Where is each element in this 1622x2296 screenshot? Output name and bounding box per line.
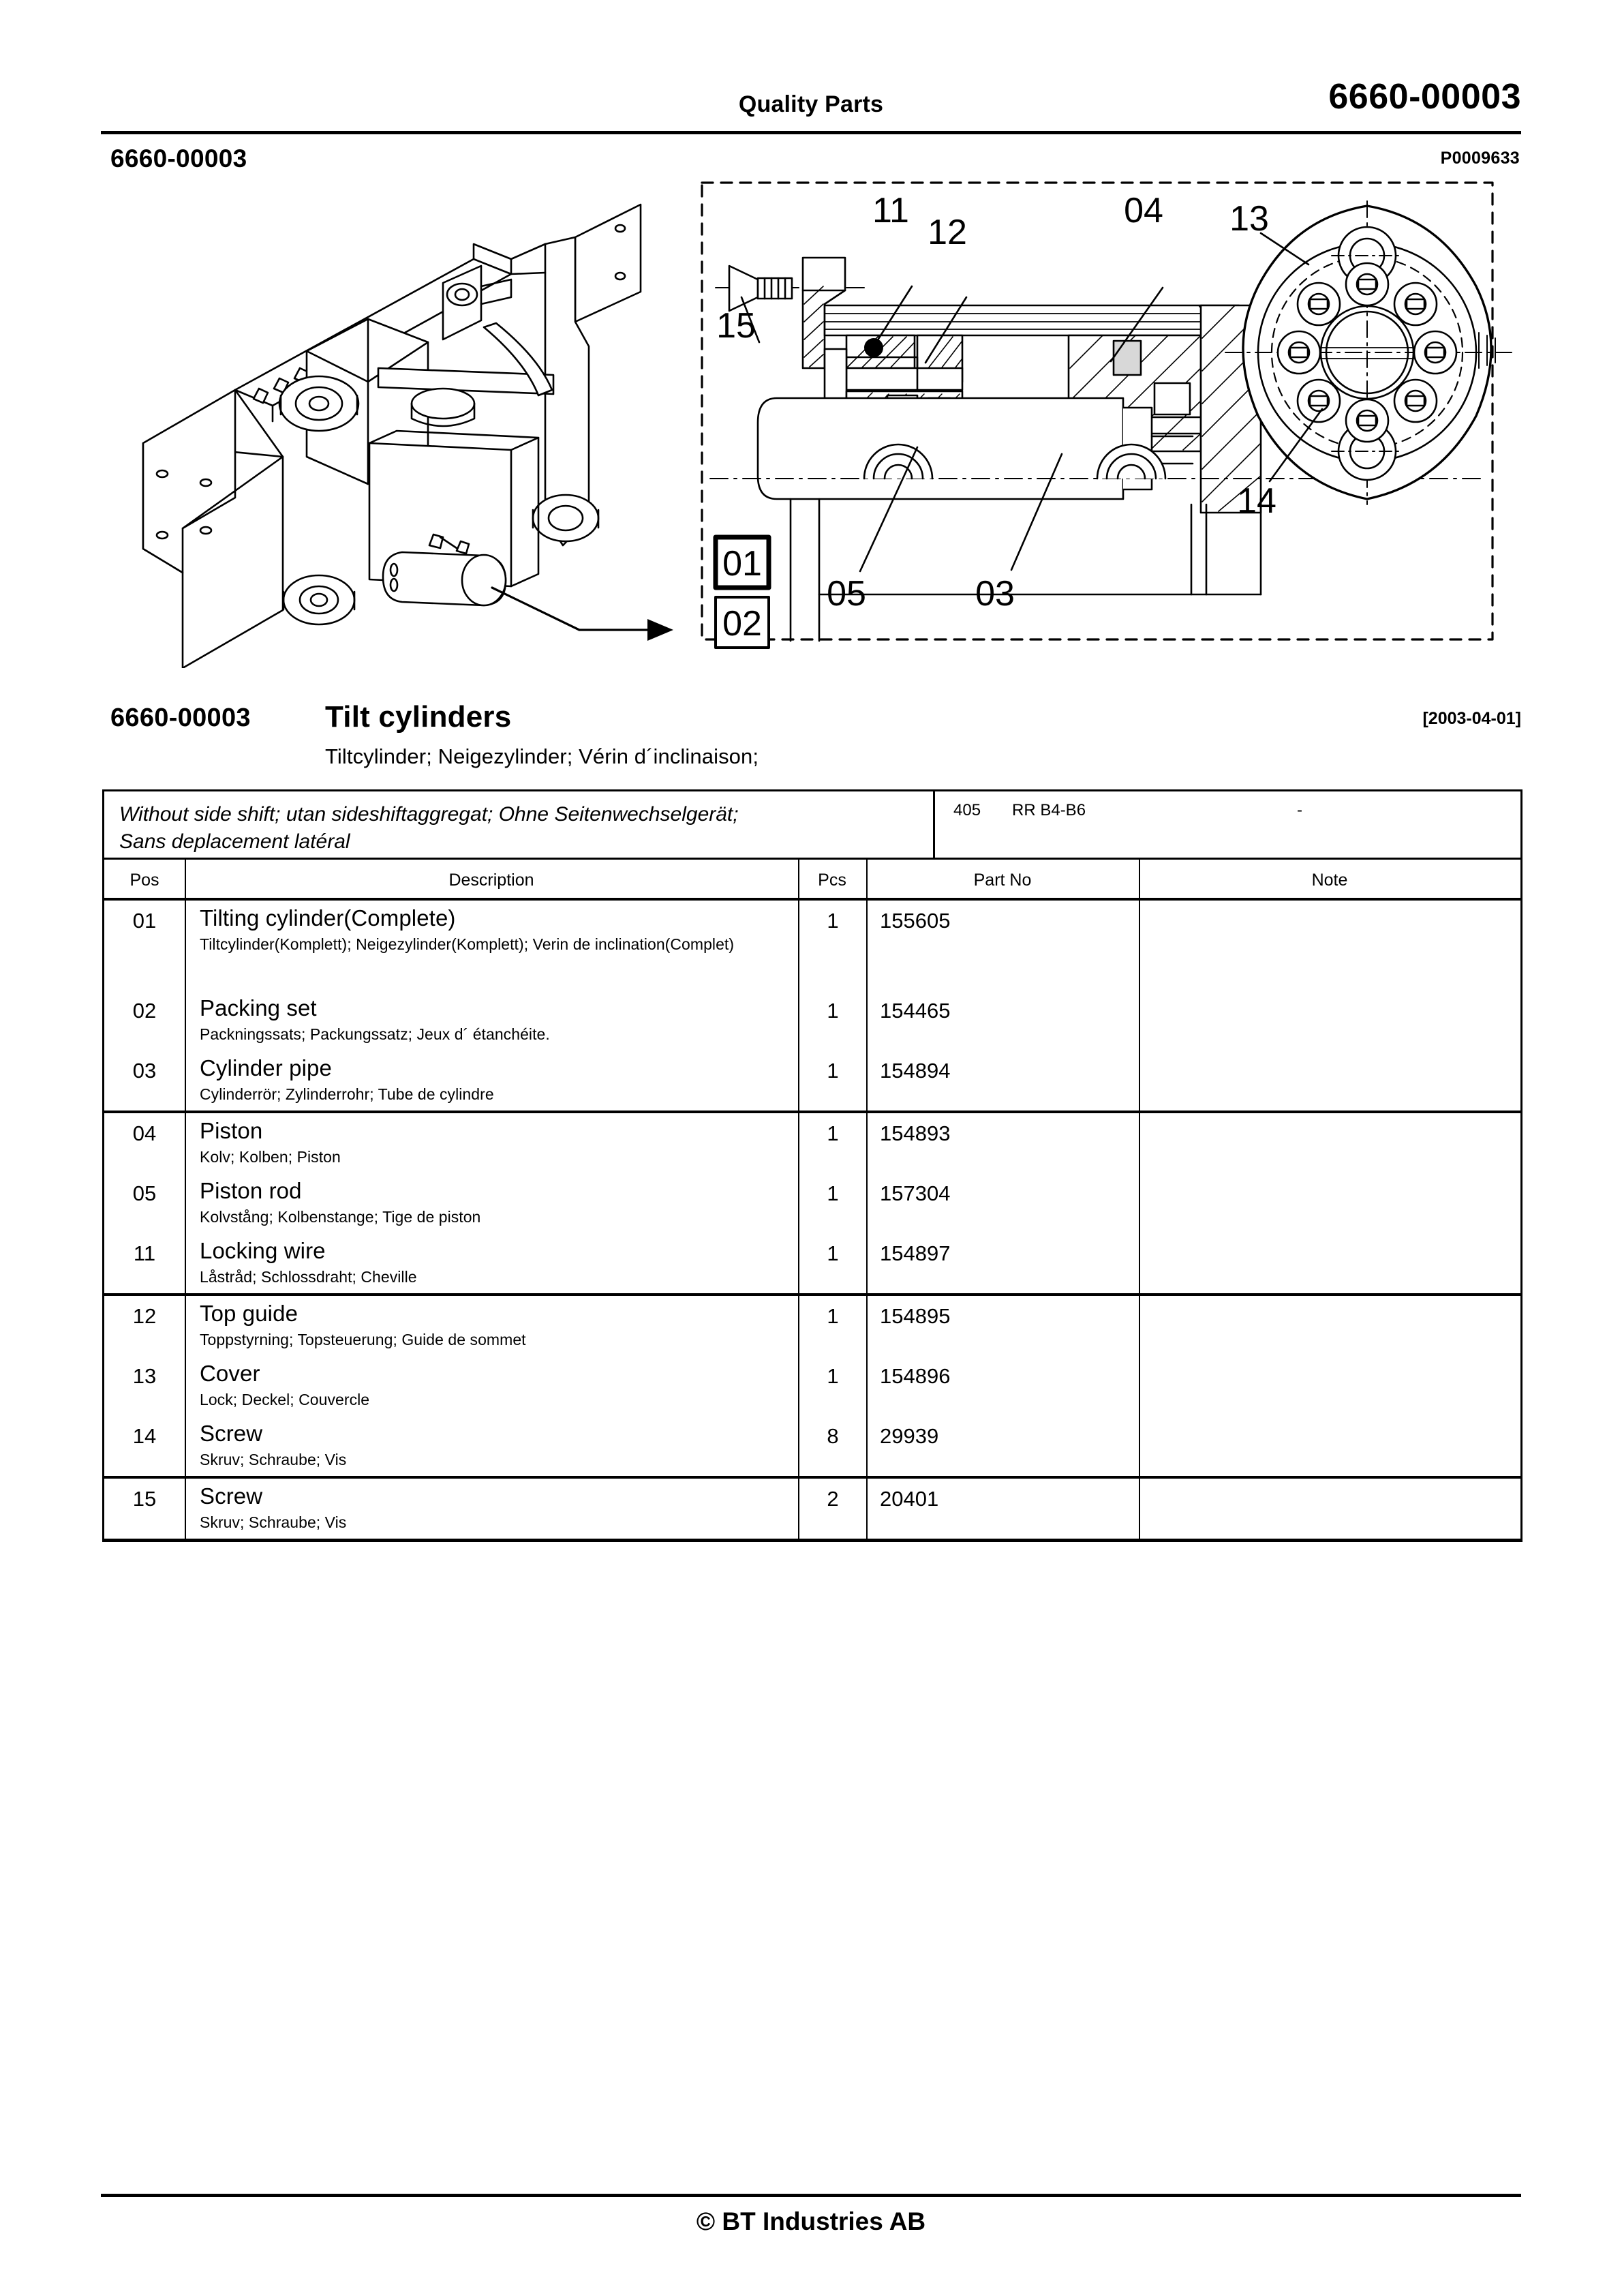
pcs-value: 1 [827, 999, 839, 1023]
cell-part-no[interactable] [866, 901, 1139, 991]
applicability-code: 405 [953, 801, 981, 819]
pos-value: 03 [132, 1059, 157, 1083]
cell-note [1139, 991, 1520, 1051]
cell-pcs [798, 1356, 866, 1416]
pos-value: 11 [133, 1241, 156, 1265]
description-translations: Cylinderrör; Zylinderrohr; Tube de cylindre [200, 1085, 494, 1103]
applicability-block [102, 789, 1522, 860]
cell-pos [104, 901, 185, 991]
flange-end-view [1225, 201, 1514, 504]
cell-description [185, 1233, 798, 1293]
pcs-value: 2 [827, 1487, 839, 1511]
table-row[interactable] [104, 1356, 1520, 1416]
cell-description [185, 1113, 798, 1173]
part-no-value: 155605 [880, 909, 951, 933]
pcs-value: 1 [827, 909, 839, 933]
note-value [1140, 1173, 1520, 1181]
cell-pcs [798, 901, 866, 991]
figure-id: 6660-00003 [110, 145, 247, 172]
pcs-value: 1 [827, 1364, 839, 1388]
column-header-description: Description [448, 871, 534, 890]
part-no-value: 154893 [880, 1121, 951, 1145]
cell-pcs [798, 1113, 866, 1173]
description-translations: Packningssats; Packungssatz; Jeux d´ étanchéite. [200, 1025, 550, 1043]
cell-part-no[interactable] [866, 1113, 1139, 1173]
applicability-model-name: RR B4-B6 [1012, 801, 1086, 819]
applicability-text [119, 801, 923, 855]
description-name: Piston rod [200, 1178, 302, 1203]
callout-03: 03 [975, 574, 1015, 614]
cell-part-no[interactable] [866, 991, 1139, 1051]
cell-part-no[interactable] [866, 1051, 1139, 1111]
cell-pcs [798, 1416, 866, 1476]
part-no-value: 20401 [880, 1487, 939, 1511]
description-translations: Kolvstång; Kolbenstange; Tige de piston [200, 1208, 481, 1226]
pos-value: 14 [132, 1424, 157, 1448]
header-divider [101, 131, 1521, 134]
cell-pcs [798, 1051, 866, 1111]
cell-description [185, 991, 798, 1051]
note-value [1140, 901, 1520, 909]
description-name: Tilting cylinder(Complete) [200, 905, 456, 931]
cell-description [185, 1479, 798, 1539]
cell-note [1139, 1173, 1520, 1233]
cell-pos [104, 1479, 185, 1539]
pcs-value: 1 [827, 1241, 839, 1265]
description-name: Cylinder pipe [200, 1055, 332, 1081]
cell-pos [104, 1296, 185, 1356]
pos-value: 04 [132, 1121, 157, 1145]
revision-date: [2003-04-01] [1422, 709, 1521, 728]
technical-illustration [102, 164, 1522, 668]
section-title-row [110, 700, 1521, 744]
applicability-model [953, 801, 1086, 820]
description-translations: Skruv; Schraube; Vis [200, 1451, 347, 1468]
description-name: Screw [200, 1421, 263, 1446]
column-header-pcs: Pcs [818, 871, 846, 890]
table-row-group [104, 1111, 1520, 1293]
pos-value: 13 [132, 1364, 157, 1388]
description-name: Piston [200, 1118, 263, 1143]
description-name: Screw [200, 1483, 263, 1509]
note-value [1140, 1479, 1520, 1487]
pcs-value: 1 [827, 1304, 839, 1328]
description-name: Locking wire [200, 1238, 326, 1263]
table-row[interactable] [104, 1051, 1520, 1111]
table-row[interactable] [104, 1233, 1520, 1293]
applicability-line-2: Sans deplacement latéral [119, 830, 350, 853]
callout-12: 12 [928, 213, 967, 252]
cell-note [1139, 1233, 1520, 1293]
column-header-note: Note [1311, 871, 1348, 890]
applicability-divider [933, 791, 935, 858]
table-row-group [104, 1476, 1520, 1539]
pos-value: 02 [132, 999, 157, 1023]
note-value [1140, 1233, 1520, 1241]
description-translations: Låstråd; Schlossdraht; Cheville [200, 1268, 417, 1286]
header-section-code: 6660-00003 [1328, 77, 1521, 117]
pos-value: 12 [132, 1304, 157, 1328]
cell-pcs [798, 1173, 866, 1233]
pos-value: 05 [132, 1181, 157, 1205]
table-row[interactable] [104, 1113, 1520, 1173]
cell-description [185, 1296, 798, 1356]
section-number: 6660-00003 [110, 704, 251, 732]
pcs-value: 1 [827, 1059, 839, 1083]
table-row[interactable] [104, 1479, 1520, 1539]
cell-pos [104, 1173, 185, 1233]
cell-note [1139, 1113, 1520, 1173]
description-name: Cover [200, 1361, 260, 1386]
description-translations: Kolv; Kolben; Piston [200, 1148, 341, 1166]
table-row[interactable] [104, 1173, 1520, 1233]
callout-04: 04 [1124, 191, 1163, 230]
cell-part-no[interactable] [866, 1356, 1139, 1416]
cell-description [185, 1051, 798, 1111]
callout-02: 02 [722, 604, 762, 644]
applicability-line-1: Without side shift; utan sideshiftaggregat; Ohne Seitenwechselgerät; [119, 803, 739, 826]
table-row[interactable] [104, 1416, 1520, 1476]
pcs-value: 8 [827, 1424, 839, 1448]
table-row[interactable] [104, 901, 1520, 991]
cell-pos [104, 1051, 185, 1111]
section-name: Tilt cylinders [325, 700, 512, 734]
callout-11: 11 [872, 191, 909, 230]
note-value [1140, 1113, 1520, 1121]
table-row-group [104, 1293, 1520, 1476]
callout-01: 01 [722, 544, 762, 584]
pcs-value: 1 [827, 1181, 839, 1205]
description-translations: Lock; Deckel; Couvercle [200, 1391, 370, 1408]
description-name: Packing set [200, 995, 317, 1021]
cell-pcs [798, 991, 866, 1051]
cell-description [185, 1416, 798, 1476]
part-no-value: 29939 [880, 1424, 939, 1448]
cell-note [1139, 1356, 1520, 1416]
description-translations: Tiltcylinder(Komplett); Neigezylinder(Komplett); Verin de inclination(Complet) [200, 935, 735, 953]
cell-pos [104, 991, 185, 1051]
drawing-number: P0009633 [1440, 149, 1520, 168]
part-no-value: 154465 [880, 999, 951, 1023]
description-translations: Skruv; Schraube; Vis [200, 1513, 347, 1531]
note-value [1140, 991, 1520, 999]
cell-part-no[interactable] [866, 1296, 1139, 1356]
cell-part-no[interactable] [866, 1233, 1139, 1293]
pos-value: 15 [132, 1487, 157, 1511]
table-row[interactable] [104, 1296, 1520, 1356]
cell-note [1139, 1051, 1520, 1111]
cell-pcs [798, 1479, 866, 1539]
pcs-value: 1 [827, 1121, 839, 1145]
table-row[interactable] [104, 991, 1520, 1051]
section-subtitle: Tiltcylinder; Neigezylinder; Vérin d´inclinaison; [325, 744, 759, 768]
callout-15: 15 [716, 306, 756, 346]
cell-pos [104, 1113, 185, 1173]
callout-05: 05 [827, 574, 866, 614]
cell-note [1139, 901, 1520, 991]
table-row-group [104, 901, 1520, 1111]
header-title: Quality Parts [738, 91, 884, 117]
note-value [1140, 1416, 1520, 1424]
part-no-value: 154896 [880, 1364, 951, 1388]
description-name: Top guide [200, 1301, 299, 1326]
cell-part-no[interactable] [866, 1479, 1139, 1539]
cell-description [185, 901, 798, 991]
note-value [1140, 1296, 1520, 1304]
cell-description [185, 1173, 798, 1233]
cell-pos [104, 1356, 185, 1416]
cell-pos [104, 1416, 185, 1476]
footer-copyright: © BT Industries AB [696, 2207, 926, 2235]
parts-table-body [102, 901, 1522, 1542]
isometric-assembly-view [143, 205, 673, 668]
part-no-value: 157304 [880, 1181, 951, 1205]
applicability-dash: - [1297, 801, 1302, 819]
cell-note [1139, 1479, 1520, 1539]
page-header [101, 76, 1521, 127]
note-value [1140, 1051, 1520, 1059]
cell-pcs [798, 1233, 866, 1293]
cell-description [185, 1356, 798, 1416]
cell-part-no[interactable] [866, 1416, 1139, 1476]
callout-14: 14 [1237, 481, 1276, 521]
cell-note [1139, 1416, 1520, 1476]
part-no-value: 154894 [880, 1059, 951, 1083]
table-column-headers [102, 860, 1522, 901]
note-value [1140, 1356, 1520, 1364]
callout-13: 13 [1229, 199, 1269, 239]
part-no-value: 154897 [880, 1241, 951, 1265]
column-header-pos: Pos [129, 871, 159, 890]
cell-pcs [798, 1296, 866, 1356]
pos-value: 01 [132, 909, 157, 933]
cell-pos [104, 1233, 185, 1293]
column-header-part-no: Part No [973, 871, 1032, 890]
cell-part-no[interactable] [866, 1173, 1139, 1233]
cell-note [1139, 1296, 1520, 1356]
part-no-value: 154895 [880, 1304, 951, 1328]
footer-divider [101, 2194, 1521, 2197]
description-translations: Toppstyrning; Topsteuerung; Guide de sommet [200, 1331, 526, 1348]
